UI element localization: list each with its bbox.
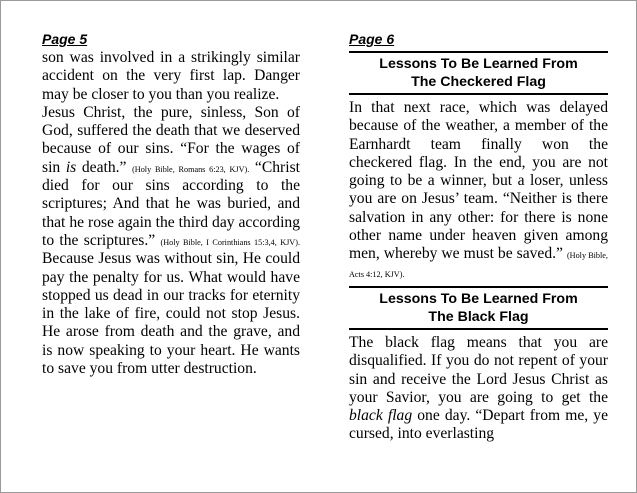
scripture-reference-acts: (Holy Bible, Acts 4:12, KJV). [349, 251, 608, 279]
scripture-reference-romans: (Holy Bible, Romans 6:23, KJV). [132, 164, 250, 174]
heading-line-1: Lessons To Be Learned From [379, 290, 578, 307]
checkered-flag-heading [349, 51, 608, 95]
heading-line-2: The Checkered Flag [411, 74, 546, 90]
left-p2-text-3: “Christ died for our sins according to the scriptures; And that he was buried, and that he rose again the third day according to the scriptures.” [42, 158, 300, 249]
scripture-reference-corinthians: (Holy Bible, I Corinthians 15:3,4, KJV). [160, 237, 300, 247]
right-p1-text: In that next race, which was delayed because of the weather, a member of the Earnhardt team finally won the checkered flag. In the end, you are not going to be a winner, but a loser, unless you are on Jesus’ team. “Neither is there salvation in any other: for there is none other name under heaven given among men, whereby we must be saved.” [349, 99, 608, 263]
page-5-label: Page 5 [42, 31, 88, 47]
right-page-column [349, 31, 608, 444]
left-page-column [42, 31, 300, 378]
left-p2-text-4: Because Jesus was without sin, He could pay the penalty for us. What would have stopped us dead in our tracks for eternity in the lake of fire, could not stop Jesus. He arose from death and the grave, and is now speaking to your heart. He wants to save you from utter destruction. [42, 250, 300, 378]
left-p2-text-1: Jesus Christ, the pure, sinless, Son of God, suffered the death that we deserved because of our sins. “For the wages of sin [42, 103, 300, 176]
left-paragraph-2 [42, 104, 300, 378]
right-p2-text-2: one day. “Depart from me, ye cursed, into everlasting [349, 407, 608, 443]
left-p2-text-2: death.” [76, 158, 133, 176]
page-6-label: Page 6 [349, 31, 395, 47]
right-paragraph-2 [349, 334, 608, 444]
heading-line-2: The Black Flag [428, 308, 529, 325]
black-flag-heading [349, 286, 608, 330]
left-paragraph-1: son was involved in a strikingly similar accident on the very first lap. Danger may be closer to you than you realize. [42, 49, 300, 103]
right-p2-italic: black flag [349, 407, 413, 425]
left-p2-italic: is [65, 158, 77, 176]
right-p2-text-1: The black flag means that you are disqualified. If you do not repent of your sin and receive the Lord Jesus Christ as your Savior, you are going to get the [349, 333, 608, 406]
right-paragraph-1 [349, 99, 608, 282]
heading-line-1: Lessons To Be Learned From [379, 56, 578, 72]
